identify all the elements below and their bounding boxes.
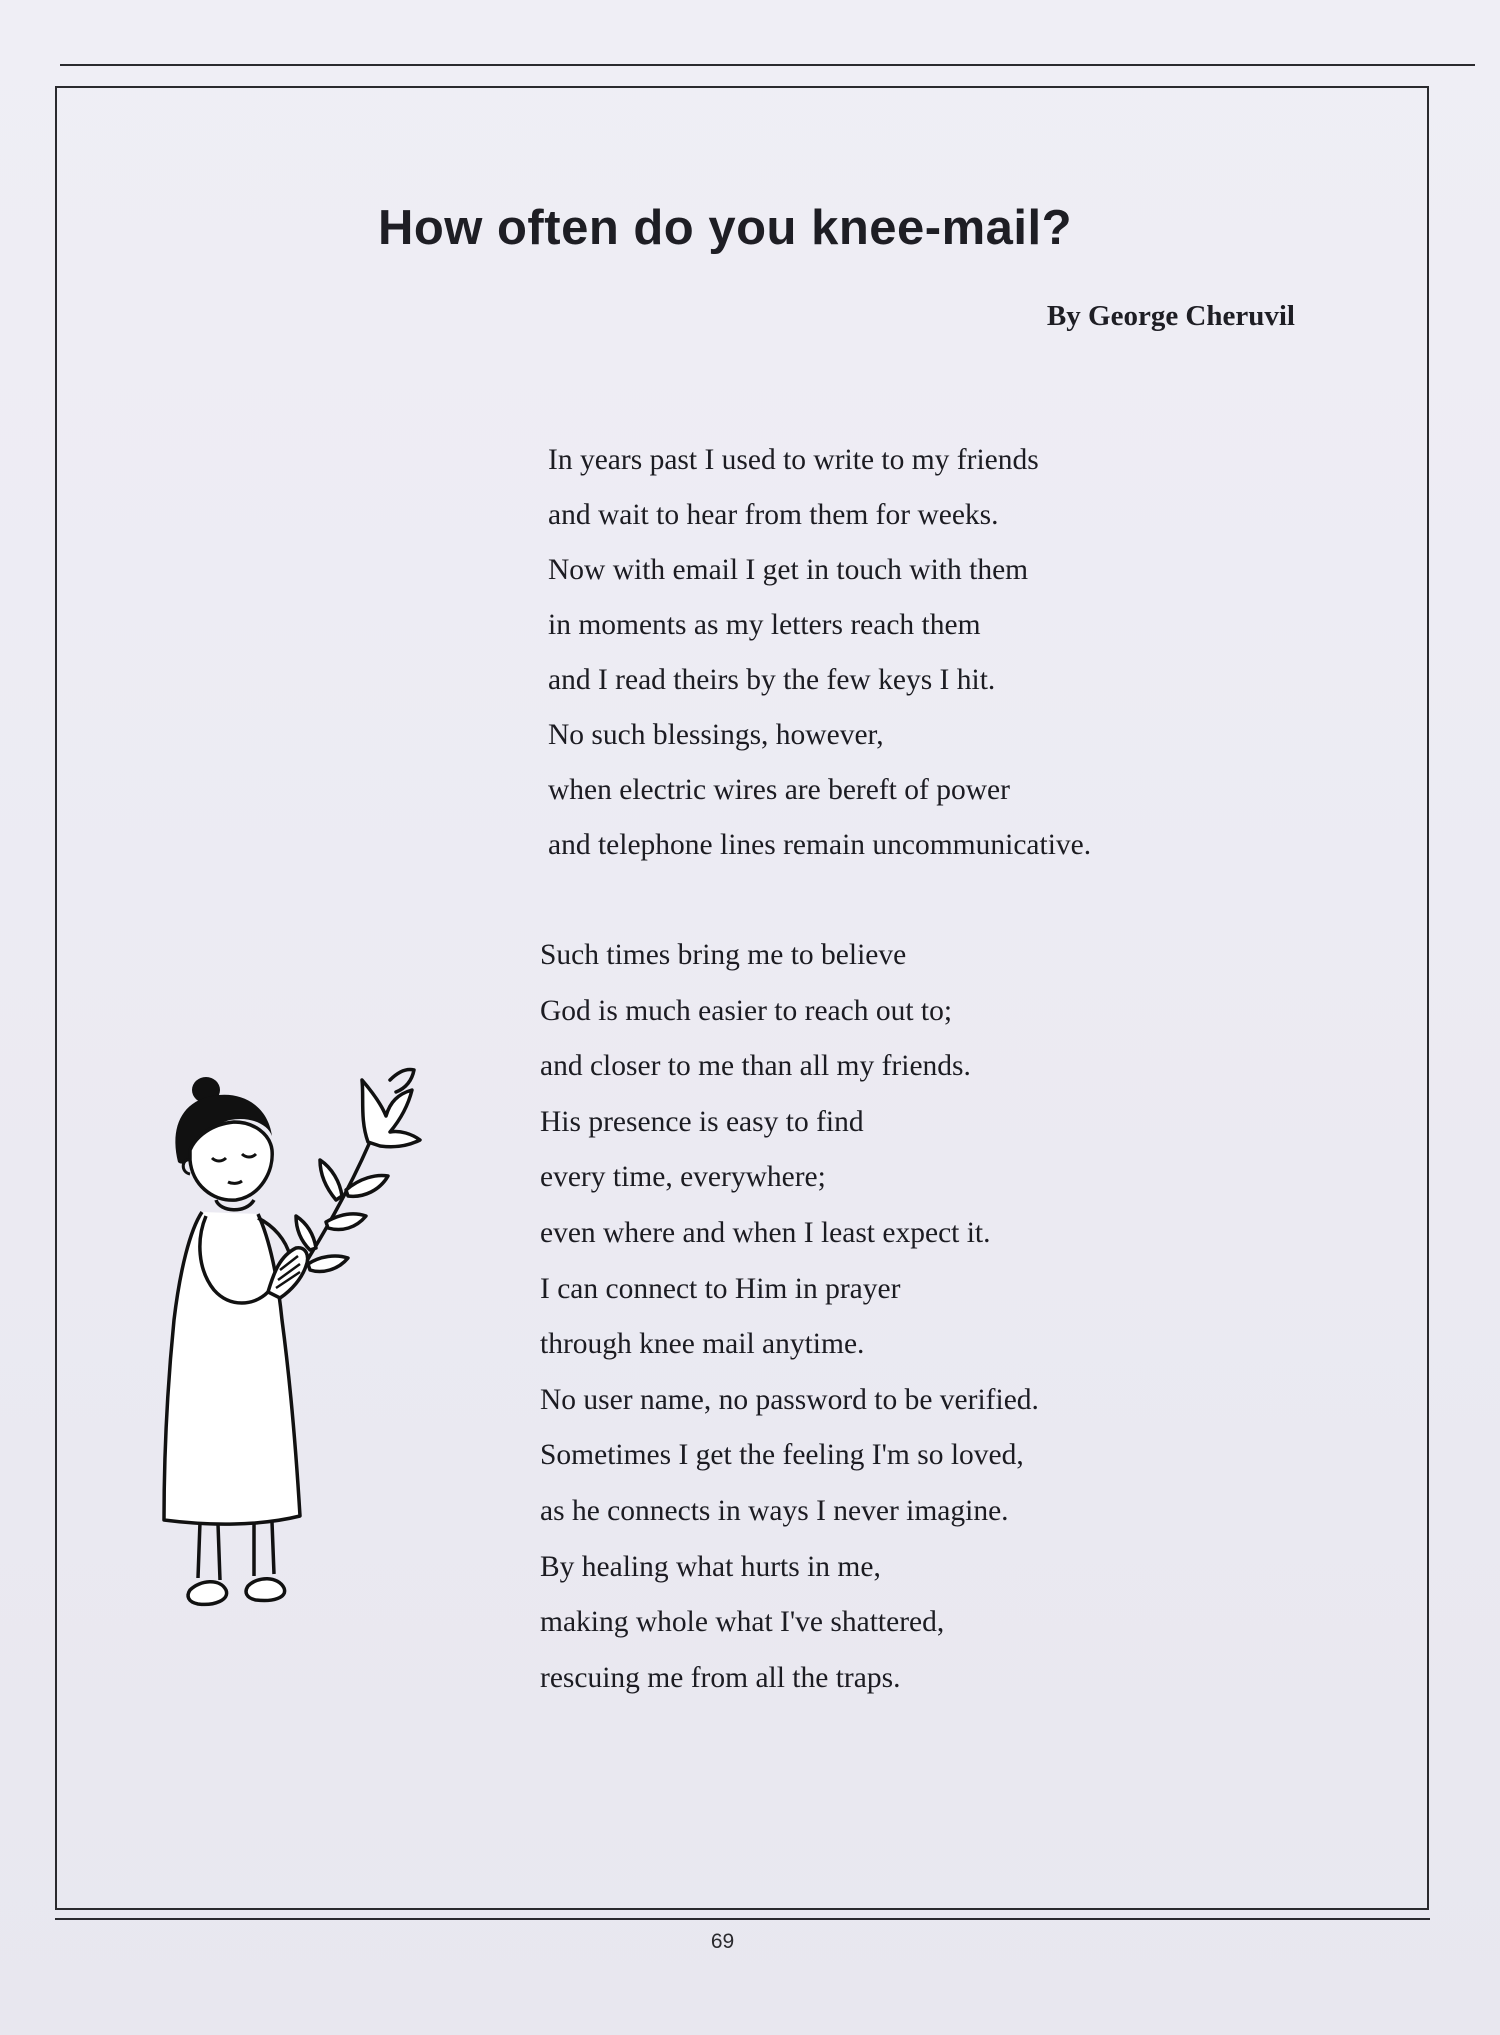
poem-line: rescuing me from all the traps.	[540, 1661, 901, 1694]
poem-line: when electric wires are bereft of power	[548, 774, 1010, 806]
page-number: 69	[710, 1930, 735, 1953]
poem-line: and closer to me than all my friends.	[540, 1050, 971, 1083]
poem-line: In years past I used to write to my friends	[548, 444, 1039, 476]
poem-line: even where and when I least expect it.	[540, 1216, 991, 1249]
poem-line: making whole what I've shattered,	[540, 1606, 945, 1639]
poem-line: Now with email I get in touch with them	[548, 554, 1029, 586]
poem-line: I can connect to Him in prayer	[540, 1272, 901, 1305]
poem-line: No such blessings, however,	[548, 719, 884, 751]
poem-line: as he connects in ways I never imagine.	[540, 1494, 1009, 1527]
poem-line: and I read theirs by the few keys I hit.	[548, 664, 996, 696]
poem-line: and wait to hear from them for weeks.	[548, 499, 999, 531]
poem-line: God is much easier to reach out to;	[540, 994, 953, 1027]
poem-line: in moments as my letters reach them	[548, 609, 981, 641]
article-byline: By George Cheruvil	[1046, 300, 1295, 332]
praying-child-with-lily-icon	[150, 1050, 470, 1690]
top-rule	[60, 64, 1475, 66]
bottom-rule	[55, 1918, 1430, 1920]
poem-line: through knee mail anytime.	[540, 1328, 865, 1361]
poem-line: His presence is easy to find	[540, 1105, 864, 1138]
poem-line: No user name, no password to be verified.	[540, 1383, 1039, 1416]
poem-line: Sometimes I get the feeling I'm so loved,	[540, 1439, 1024, 1472]
poem-line: every time, everywhere;	[540, 1161, 826, 1194]
article-title: How often do you knee-mail?	[377, 201, 1073, 255]
poem-stanza-1	[548, 433, 1091, 873]
poem-line: By healing what hurts in me,	[540, 1550, 881, 1583]
poem-line: Such times bring me to believe	[540, 939, 907, 971]
poem-line: and telephone lines remain uncommunicative.	[548, 829, 1092, 861]
poem-stanza-2	[540, 928, 1039, 1706]
